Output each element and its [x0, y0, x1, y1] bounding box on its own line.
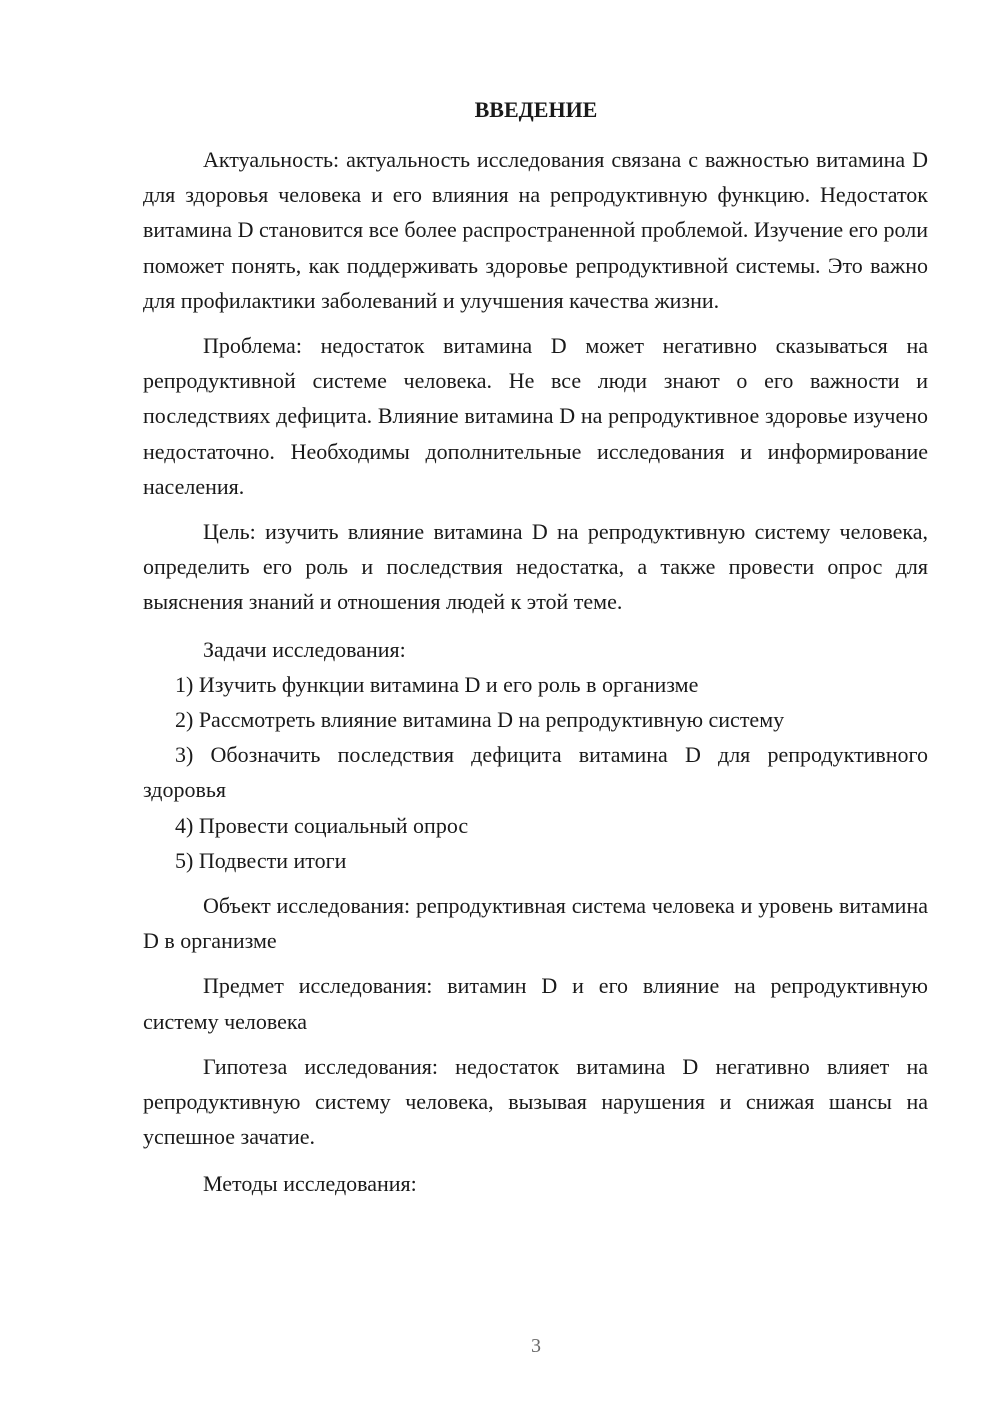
task-item: 5) Подвести итоги — [175, 847, 347, 873]
document-body — [143, 142, 928, 1202]
goal-paragraph: Цель: изучить влияние витамина D на репродуктивную систему человека, определить его роль и последствия недостатка, а также провести опрос для выяснения знаний и отношения людей к этой теме. — [143, 519, 928, 615]
subject-paragraph: Предмет исследования: витамин D и его влияние на репродуктивную систему человека — [143, 973, 928, 1034]
task-item: 1) Изучить функции витамина D и его роль в организме — [175, 671, 699, 697]
problem-paragraph: Проблема: недостаток витамина D может негативно сказываться на репродуктивной системе человека. Не все люди знают о его важности и последствиях дефицита. Влияние витамина D на репродуктивное здоровье изучено недостаточно. Необходимы дополнительные исследования и информирование населения. — [143, 333, 928, 499]
object-paragraph: Объект исследования: репродуктивная система человека и уровень витамина D в организме — [143, 893, 928, 954]
relevance-paragraph: Актуальность: актуальность исследования связана с важностью витамина D для здоровья человека и его влияния на репродуктивную функцию. Недостаток витамина D становится все более распространенной проблемой. Изучение его роли поможет понять, как поддерживать здоровье репродуктивной системы. Это важно для профилактики заболеваний и улучшения качества жизни. — [143, 147, 928, 313]
task-item: 4) Провести социальный опрос — [175, 812, 469, 838]
page-number: 3 — [531, 1335, 541, 1357]
tasks-heading: Задачи исследования: — [203, 636, 406, 662]
section-title: ВВЕДЕНИЕ — [474, 97, 598, 122]
task-item: 3) Обозначить последствия дефицита витамина D для репродуктивного здоровья — [143, 742, 928, 803]
methods-heading: Методы исследования: — [203, 1171, 417, 1197]
hypothesis-paragraph: Гипотеза исследования: недостаток витамина D негативно влияет на репродуктивную систему человека, вызывая нарушения и снижая шансы на успешное зачатие. — [143, 1053, 928, 1150]
task-item: 2) Рассмотреть влияние витамина D на репродуктивную систему — [175, 707, 785, 733]
tasks-list — [143, 667, 928, 878]
